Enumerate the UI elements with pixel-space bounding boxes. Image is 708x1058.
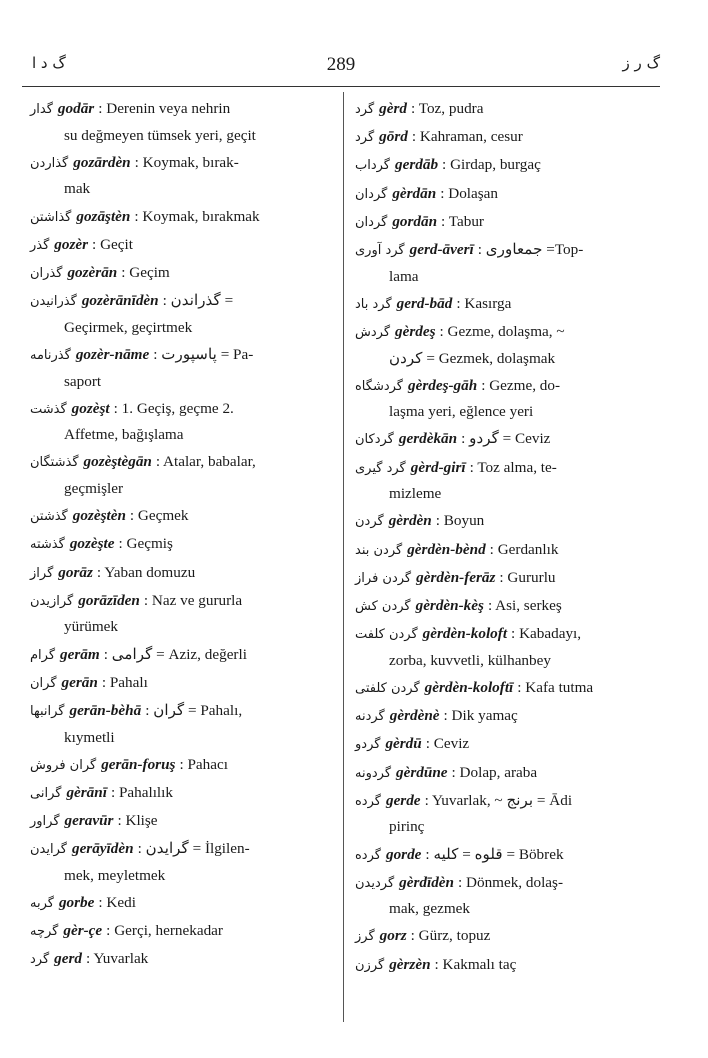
dictionary-entry	[30, 890, 332, 917]
entry-first-line	[30, 946, 332, 973]
arabic-script-headword: گذشتن	[30, 509, 68, 525]
definition-text: : گذراندن =	[162, 292, 234, 310]
transliterated-headword: gèrdèn-ferāz	[416, 568, 496, 586]
left-column	[30, 96, 332, 975]
entry-first-line	[355, 209, 655, 236]
definition-text: : Yaban domuzu	[96, 563, 196, 581]
arabic-script-headword: گرداب	[355, 158, 391, 174]
dictionary-entry	[355, 373, 655, 425]
column-divider	[343, 92, 344, 1022]
dictionary-entry	[355, 593, 655, 620]
arabic-script-headword: گرده	[355, 847, 381, 863]
dictionary-entry	[355, 842, 655, 869]
definition-text: : Dolaşan	[440, 184, 498, 202]
definition-text: : جمعاوری =Top-	[477, 240, 584, 258]
definition-text: : Koymak, bırakmak	[134, 207, 260, 225]
entry-first-line	[30, 288, 332, 315]
arabic-script-headword: گرانبها	[30, 703, 65, 719]
dictionary-entry	[355, 96, 655, 123]
definition-text: : Toz, pudra	[411, 100, 484, 117]
entry-first-line	[355, 621, 655, 648]
definition-continuation: mizleme	[389, 485, 442, 503]
header-rule	[22, 86, 660, 87]
arabic-script-headword: گردیدن	[355, 875, 395, 891]
arabic-script-headword: گردنه	[355, 709, 385, 725]
arabic-script-headword: گذرانیدن	[30, 294, 77, 310]
transliterated-headword: gorz	[379, 927, 407, 945]
transliterated-headword: gèrdū	[385, 735, 422, 753]
dictionary-entry	[30, 342, 332, 394]
definition-continuation: kıymetli	[64, 728, 115, 746]
dictionary-entry	[30, 531, 332, 558]
arabic-script-headword: گرایدن	[30, 842, 67, 858]
dictionary-entry	[355, 621, 655, 673]
definition-text: : Toz alma, te-	[469, 458, 557, 476]
transliterated-headword: gozèştèn	[72, 507, 126, 525]
definition-text: : Gururlu	[499, 568, 556, 586]
transliterated-headword: gèrdān	[392, 184, 437, 202]
dictionary-entry	[30, 96, 332, 148]
definition-continuation: Affetme, bağışlama	[64, 426, 184, 444]
definition-continuation: yürümek	[64, 618, 118, 636]
dictionary-entry	[30, 918, 332, 945]
header-right-letters: گ ر ز	[622, 54, 660, 72]
transliterated-headword: gerde	[385, 791, 421, 809]
dictionary-entry	[355, 508, 655, 535]
transliterated-headword: gerd	[54, 950, 82, 968]
arabic-script-headword: گرد	[355, 102, 375, 117]
definition-continuation: Geçirmek, geçirtmek	[64, 318, 193, 336]
dictionary-entry	[30, 780, 332, 807]
transliterated-headword: gèrzèn	[389, 955, 431, 973]
transliterated-headword: gozèşte	[69, 535, 115, 553]
definition-text: : Pahalılık	[110, 783, 173, 801]
dictionary-entry	[30, 449, 332, 501]
entry-first-line	[30, 918, 332, 945]
definition-text: : Gerdanlık	[489, 540, 559, 558]
transliterated-headword: gèrdūne	[396, 763, 448, 781]
page-header	[22, 54, 660, 84]
arabic-script-headword: گذاردن	[30, 155, 69, 171]
entry-first-line	[355, 373, 655, 400]
entry-first-line	[30, 342, 332, 369]
arabic-script-headword: گردن بند	[355, 542, 403, 558]
definition-text: : Kasırga	[456, 294, 512, 312]
dictionary-entry	[355, 923, 655, 950]
arabic-script-headword: گدار	[30, 102, 53, 117]
definition-continuation: pirinç	[389, 818, 425, 836]
transliterated-headword: gerān	[61, 673, 98, 691]
dictionary-entry	[30, 946, 332, 973]
entry-first-line	[355, 237, 655, 264]
arabic-script-headword: گران فروش	[30, 757, 97, 773]
transliterated-headword: gèrānī	[66, 783, 107, 801]
arabic-script-headword: گردان	[355, 214, 388, 230]
dictionary-entry	[355, 675, 655, 702]
dictionary-entry	[30, 642, 332, 669]
transliterated-headword: gerd-āverī	[409, 240, 474, 258]
definition-text: : Geçit	[92, 235, 133, 253]
dictionary-entry	[355, 760, 655, 787]
definition-text: : Pahacı	[179, 755, 228, 773]
arabic-script-headword: گرزن	[355, 957, 385, 973]
transliterated-headword: gozèr-nāme	[75, 345, 150, 363]
right-column	[355, 96, 655, 980]
transliterated-headword: gèrd-girī	[410, 458, 466, 476]
entry-first-line	[355, 508, 655, 535]
entry-first-line	[30, 204, 332, 231]
dictionary-entry	[355, 455, 655, 507]
entry-first-line	[30, 808, 332, 835]
dictionary-entry	[30, 396, 332, 448]
entry-first-line	[30, 642, 332, 669]
dictionary-entry	[355, 537, 655, 564]
transliterated-headword: gerd-bād	[396, 294, 453, 312]
page-number: 289	[326, 54, 356, 75]
entry-first-line	[355, 565, 655, 592]
dictionary-entry	[355, 731, 655, 758]
transliterated-headword: gozèrān	[67, 263, 118, 281]
entry-first-line	[355, 593, 655, 620]
transliterated-headword: gōrd	[379, 128, 408, 146]
definition-text: : Gezme, dolaşma, ~	[439, 322, 565, 340]
definition-text: : Gezme, do-	[481, 376, 561, 394]
definition-text: : Yuvarlak, ~ برنج = Ādi	[424, 791, 573, 809]
entry-first-line	[30, 150, 332, 177]
definition-text: : Klişe	[117, 812, 158, 830]
entry-first-line	[30, 780, 332, 807]
entry-first-line	[355, 952, 655, 979]
entry-first-line	[355, 788, 655, 815]
header-left-letters: گ د ا	[32, 54, 66, 72]
transliterated-headword: gèrdèn-koloft	[422, 625, 508, 643]
entry-first-line	[30, 232, 332, 259]
definition-text: : گردو = Ceviz	[461, 430, 551, 448]
definition-text: : Derenin veya nehrin	[98, 100, 231, 117]
transliterated-headword: gozèrānīdèn	[81, 292, 159, 310]
definition-continuation: mak	[64, 180, 91, 198]
transliterated-headword: gerān-foruş	[101, 755, 176, 773]
arabic-script-headword: گذر	[30, 237, 50, 253]
dictionary-entry	[30, 204, 332, 231]
transliterated-headword: gozèştègān	[83, 453, 152, 471]
entry-first-line	[355, 426, 655, 453]
arabic-script-headword: گرز	[355, 929, 375, 945]
entry-first-line	[355, 319, 655, 346]
definition-text: : گرامی = Aziz, değerli	[103, 645, 247, 663]
transliterated-headword: gordān	[392, 212, 438, 230]
transliterated-headword: gèrdeş	[395, 322, 436, 340]
entry-first-line	[30, 260, 332, 287]
arabic-script-headword: گران	[30, 675, 57, 691]
dictionary-entry	[355, 152, 655, 179]
dictionary-entry	[30, 232, 332, 259]
dictionary-entry	[30, 150, 332, 202]
arabic-script-headword: گرد	[355, 130, 375, 146]
definition-text: : پاسپورت = Pa-	[153, 345, 254, 363]
entry-first-line	[30, 396, 332, 423]
definition-text: : Dolap, araba	[451, 763, 538, 781]
transliterated-headword: geravūr	[64, 812, 114, 830]
transliterated-headword: gozārdèn	[73, 153, 131, 171]
entry-first-line	[30, 670, 332, 697]
definition-text: : Kakmalı taç	[434, 955, 517, 973]
dictionary-entry	[30, 288, 332, 340]
arabic-script-headword: گردن	[355, 514, 384, 530]
entry-first-line	[30, 698, 332, 725]
definition-continuation: zorba, kuvvetli, külhanbey	[389, 651, 551, 669]
arabic-script-headword: گذاشتن	[30, 209, 72, 225]
entry-first-line	[355, 842, 655, 869]
arabic-script-headword: گرانی	[30, 785, 62, 801]
transliterated-headword: godār	[57, 100, 95, 117]
dictionary-entry	[30, 560, 332, 587]
arabic-script-headword: گردو	[355, 737, 381, 753]
dictionary-entry	[30, 808, 332, 835]
transliterated-headword: gèr-çe	[63, 922, 103, 940]
dictionary-entry	[355, 788, 655, 840]
arabic-script-headword: گردان	[355, 186, 388, 202]
entry-first-line	[355, 703, 655, 730]
dictionary-entry	[355, 124, 655, 151]
definition-text: : Naz ve gururla	[143, 591, 243, 609]
dictionary-entry	[355, 952, 655, 979]
definition-continuation: mak, gezmek	[389, 900, 470, 918]
entry-first-line	[355, 96, 655, 123]
arabic-script-headword: گذشتگان	[30, 455, 79, 471]
entry-first-line	[30, 531, 332, 558]
transliterated-headword: gerām	[60, 645, 100, 663]
definition-text: : Tabur	[441, 212, 484, 230]
entry-first-line	[30, 890, 332, 917]
dictionary-entry	[355, 209, 655, 236]
arabic-script-headword: گردن فراز	[355, 570, 412, 586]
transliterated-headword: gerdèkān	[398, 430, 458, 448]
transliterated-headword: gèrd	[379, 100, 407, 117]
entry-first-line	[355, 870, 655, 897]
arabic-script-headword: گردش	[355, 324, 391, 340]
definition-text: : Atalar, babalar,	[155, 453, 256, 471]
entry-first-line	[30, 449, 332, 476]
entry-first-line	[355, 537, 655, 564]
definition-text: : Gürz, topuz	[410, 927, 491, 945]
definition-continuation: mek, meyletmek	[64, 866, 166, 884]
arabic-script-headword: گذران	[30, 265, 63, 281]
definition-text: : Dik yamaç	[443, 707, 518, 725]
transliterated-headword: gèrdèn-bènd	[407, 540, 486, 558]
definition-text: : گرایدن = İlgilen-	[137, 840, 250, 858]
dictionary-entry	[355, 181, 655, 208]
arabic-script-headword: گذشته	[30, 537, 65, 553]
transliterated-headword: gorde	[385, 845, 422, 863]
definition-text: : قلوه = کلیه = Böbrek	[425, 845, 564, 863]
arabic-script-headword: گرد گیری	[355, 460, 406, 476]
entry-first-line	[30, 503, 332, 530]
arabic-script-headword: گردکان	[355, 432, 394, 448]
transliterated-headword: gozāştèn	[76, 207, 131, 225]
dictionary-entry	[30, 698, 332, 750]
definition-text: : گران = Pahalı,	[145, 701, 243, 719]
arabic-script-headword: گرد آوری	[355, 242, 405, 258]
dictionary-entry	[30, 836, 332, 888]
entry-first-line	[355, 923, 655, 950]
transliterated-headword: gozèşt	[71, 399, 110, 417]
transliterated-headword: gerān-bèhā	[69, 701, 142, 719]
transliterated-headword: gorbe	[58, 894, 95, 912]
definition-continuation: lama	[389, 267, 419, 285]
entry-first-line	[355, 675, 655, 702]
arabic-script-headword: گردن کلفتی	[355, 680, 420, 696]
transliterated-headword: gèrdèn	[388, 512, 432, 530]
entry-first-line	[30, 96, 332, 123]
definition-continuation: su değmeyen tümsek yeri, geçit	[64, 126, 256, 144]
entry-first-line	[355, 760, 655, 787]
definition-continuation: saport	[64, 372, 102, 390]
definition-text: : Koymak, bırak-	[134, 153, 239, 171]
definition-text: : Boyun	[435, 512, 485, 530]
arabic-script-headword: گرده	[355, 793, 381, 809]
dictionary-entry	[355, 319, 655, 371]
definition-text: : Gerçi, hernekadar	[106, 922, 223, 940]
arabic-script-headword: گذرنامه	[30, 347, 71, 363]
definition-text: : Asi, serkeş	[487, 597, 562, 614]
arabic-script-headword: گردونه	[355, 765, 392, 781]
transliterated-headword: gerāyīdèn	[71, 840, 134, 858]
definition-text: : 1. Geçiş, geçme 2.	[113, 399, 234, 417]
entry-first-line	[355, 152, 655, 179]
entry-first-line	[355, 291, 655, 318]
arabic-script-headword: گراور	[30, 814, 60, 830]
dictionary-entry	[30, 670, 332, 697]
entry-first-line	[355, 731, 655, 758]
definition-text: : Yuvarlak	[86, 950, 149, 968]
arabic-script-headword: گرچه	[30, 924, 59, 940]
definition-continuation: کردن = Gezmek, dolaşmak	[389, 349, 556, 367]
dictionary-entry	[355, 237, 655, 289]
transliterated-headword: gozèr	[54, 235, 89, 253]
dictionary-entry	[355, 703, 655, 730]
dictionary-entry	[355, 426, 655, 453]
definition-text: : Dönmek, dolaş-	[457, 873, 564, 891]
definition-text: : Geçim	[121, 263, 170, 281]
dictionary-entry	[355, 291, 655, 318]
transliterated-headword: gèrdèn-koloftī	[424, 678, 514, 696]
dictionary-entry	[30, 752, 332, 779]
arabic-script-headword: گربه	[30, 896, 54, 912]
entry-first-line	[355, 455, 655, 482]
transliterated-headword: gorāzīden	[78, 591, 140, 609]
definition-text: : Pahalı	[101, 673, 148, 691]
entry-first-line	[355, 124, 655, 151]
transliterated-headword: gèrdèn-kèş	[415, 597, 484, 614]
transliterated-headword: gèrdènè	[389, 707, 440, 725]
arabic-script-headword: گذشت	[30, 401, 67, 417]
entry-first-line	[30, 588, 332, 615]
arabic-script-headword: گرد	[30, 952, 50, 968]
definition-text: : Kabadayı,	[511, 625, 582, 643]
definition-text: : Girdap, burgaç	[442, 156, 541, 174]
dictionary-entry	[30, 588, 332, 640]
definition-text: : Geçmiş	[118, 535, 173, 553]
arabic-script-headword: گرد باد	[355, 296, 392, 312]
entry-first-line	[30, 752, 332, 779]
definition-text: : Kafa tutma	[517, 678, 594, 696]
transliterated-headword: gorāz	[58, 563, 93, 581]
arabic-script-headword: گراز	[30, 565, 54, 581]
transliterated-headword: gerdāb	[395, 156, 439, 174]
definition-text: : Geçmek	[129, 507, 189, 525]
arabic-script-headword: گرام	[30, 647, 56, 663]
entry-first-line	[30, 560, 332, 587]
arabic-script-headword: گردشگاه	[355, 378, 403, 394]
arabic-script-headword: گرازیدن	[30, 593, 74, 609]
dictionary-entry	[30, 260, 332, 287]
dictionary-entry	[30, 503, 332, 530]
arabic-script-headword: گردن کلفت	[355, 627, 418, 643]
dictionary-entry	[355, 565, 655, 592]
entry-first-line	[355, 181, 655, 208]
transliterated-headword: gèrdīdèn	[399, 873, 454, 891]
transliterated-headword: gèrdeş-gāh	[408, 376, 478, 394]
definition-text: : Kahraman, cesur	[411, 128, 523, 146]
definition-text: : Kedi	[98, 894, 136, 912]
entry-first-line	[30, 836, 332, 863]
definition-continuation: laşma yeri, eğlence yeri	[389, 403, 534, 421]
arabic-script-headword: گردن کش	[355, 599, 411, 614]
dictionary-entry	[355, 870, 655, 922]
definition-continuation: geçmişler	[64, 480, 124, 498]
definition-text: : Ceviz	[425, 735, 470, 753]
